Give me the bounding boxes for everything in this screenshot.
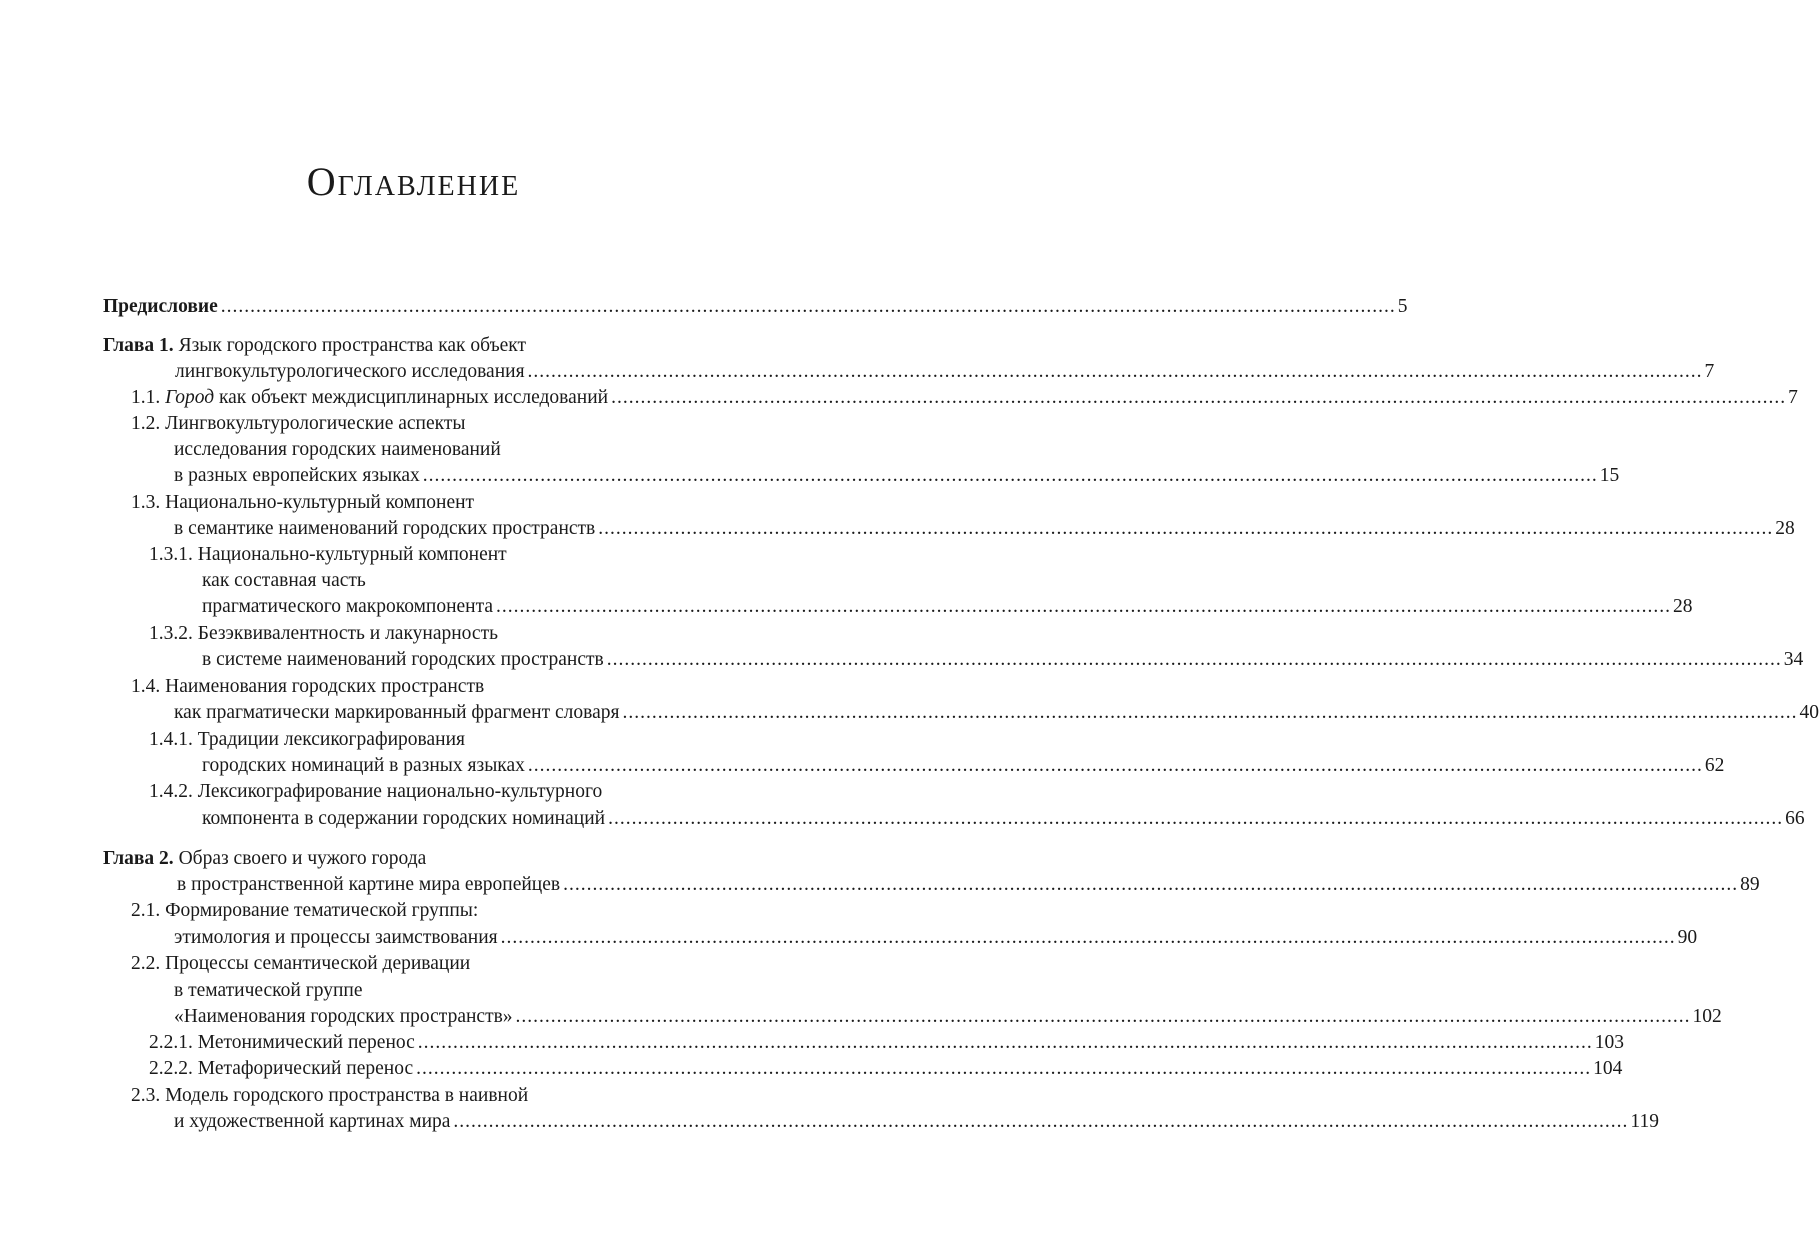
toc-text: как составная часть [202,570,366,591]
leader-dots: ........................................................................................................................................................................................................ [622,702,1798,723]
toc-text: «Наименования городских пространств» [174,1006,513,1027]
toc-text: в тематической группе [174,980,363,1001]
toc-entry-1-3-2[interactable] [149,621,498,647]
page-number: 104 [1593,1058,1623,1079]
page-number: 66 [1785,808,1805,829]
toc-text: исследования городских наименований [174,439,501,460]
leader-dots: ........................................................................................................................................................................................................ [606,649,1782,670]
page-number: 15 [1599,465,1620,486]
toc-text: 2.1. Формирование тематической группы: [131,900,479,921]
leader-dots: ........................................................................................................................................................................................................ [417,1032,1593,1053]
toc-entry-1-4-cont[interactable] [174,700,1819,726]
toc-entry-1-2-cont2[interactable] [174,463,1620,489]
page-number: 119 [1630,1111,1659,1132]
toc-entry-2-3[interactable] [131,1083,528,1109]
page-number: 103 [1594,1032,1625,1053]
toc-text: 2.2.2. Метафорический перенос [149,1058,414,1079]
toc-text: этимология и процессы заимствования [174,927,498,948]
italic-term: Город [165,387,215,408]
toc-entry-1-1[interactable] [131,385,1798,411]
section-number: 1.1. [131,387,161,408]
toc-entry-2-2-1[interactable] [149,1030,1625,1056]
toc-text: 1.3. Национально-культурный компонент [131,492,475,513]
toc-text: 1.3.2. Безэквивалентность и лакунарность [149,623,498,644]
toc-entry-1-4-1-cont[interactable] [202,753,1725,779]
page-number: 28 [1673,596,1693,617]
toc-text: в разных европейских языках [174,465,420,486]
toc-text: как прагматически маркированный фрагмент словаря [174,702,620,723]
leader-dots: ........................................................................................................................................................................................................ [598,518,1774,539]
toc-label: Предисловие [103,296,218,317]
toc-text: 2.2.1. Метонимический перенос [149,1032,415,1053]
toc-entry-2-1-cont[interactable] [174,925,1698,951]
page-number: 28 [1775,518,1795,539]
toc-entry-1-2-cont[interactable] [174,437,501,463]
toc-entry-1-4-2[interactable] [149,779,602,805]
toc-entry-2-2[interactable] [131,951,470,977]
page-number: 5 [1397,296,1408,317]
toc-text: и художественной картинах мира [174,1111,451,1132]
toc-entry-1-3-cont[interactable] [174,516,1795,542]
toc-text: 1.4.1. Традиции лексикографирования [149,729,465,750]
toc-entry-chapter-1[interactable] [103,333,526,359]
toc-text: 1.4.2. Лексикографирование национально-культурного [149,781,603,802]
toc-entry-1-3-1-cont[interactable] [202,568,366,594]
page-number: 7 [1704,361,1715,382]
toc-entry-chapter-2[interactable] [103,846,426,872]
leader-dots: ........................................................................................................................................................................................................ [496,596,1672,617]
toc-entry-2-2-cont2[interactable] [174,1004,1722,1030]
page-number: 62 [1704,755,1725,776]
leader-dots: ........................................................................................................................................................................................................ [220,296,1396,317]
toc-text: лингвокультурологического исследования [175,361,525,382]
toc-text: 1.4. Наименования городских пространств [131,676,485,697]
toc-text: прагматического макрокомпонента [202,596,494,617]
leader-dots: ........................................................................................................................................................................................................ [611,387,1787,408]
toc-text: компонента в содержании городских номинаций [202,808,606,829]
toc-entry-preface[interactable] [103,294,1408,320]
page-number: 102 [1692,1006,1722,1027]
leader-dots: ........................................................................................................................................................................................................ [422,465,1598,486]
toc-text: в пространственной картине мира европейцев [177,874,561,895]
toc-text: 2.2. Процессы семантической деривации [131,953,471,974]
page-number: 7 [1788,387,1798,408]
toc-entry-1-3[interactable] [131,490,474,516]
toc-text: в системе наименований городских пространств [202,649,604,670]
leader-dots: ........................................................................................................................................................................................................ [563,874,1739,895]
chapter-label: Глава 2. [103,848,174,869]
toc-entry-1-4[interactable] [131,674,484,700]
toc-entry-2-2-cont[interactable] [174,978,363,1004]
page-number: 90 [1677,927,1698,948]
toc-entry-chapter-2-cont[interactable] [177,872,1760,898]
toc-entry-1-3-2-cont[interactable] [202,647,1804,673]
page-title: Оглавление [306,159,521,204]
toc-text: как объект междисциплинарных исследований [218,387,609,408]
toc-entry-1-4-1[interactable] [149,727,465,753]
toc-text: Образ своего и чужого города [178,848,427,869]
toc-entry-1-4-2-cont[interactable] [202,806,1805,832]
chapter-label: Глава 1. [103,335,174,356]
leader-dots: ........................................................................................................................................................................................................ [453,1111,1629,1132]
toc-text: Язык городского пространства как объект [178,335,527,356]
page-number: 40 [1799,702,1819,723]
page-number: 34 [1783,649,1804,670]
toc-entry-chapter-1-cont[interactable] [175,359,1715,385]
toc-text: городских номинаций в разных языках [202,755,525,776]
toc-text: в семантике наименований городских пространств [174,518,596,539]
toc-text: 2.3. Модель городского пространства в наивной [131,1085,529,1106]
leader-dots: ........................................................................................................................................................................................................ [500,927,1676,948]
leader-dots: ........................................................................................................................................................................................................ [416,1058,1592,1079]
leader-dots: ........................................................................................................................................................................................................ [527,755,1703,776]
leader-dots: ........................................................................................................................................................................................................ [515,1006,1691,1027]
toc-text: 1.2. Лингвокультурологические аспекты [131,413,466,434]
leader-dots: ........................................................................................................................................................................................................ [527,361,1703,382]
toc-entry-2-2-2[interactable] [149,1056,1623,1082]
toc-entry-1-3-1-cont2[interactable] [202,594,1693,620]
leader-dots: ........................................................................................................................................................................................................ [608,808,1784,829]
page-number: 89 [1740,874,1760,895]
toc-entry-2-3-cont[interactable] [174,1109,1659,1135]
toc-entry-1-3-1[interactable] [149,542,507,568]
toc-text: 1.3.1. Национально-культурный компонент [149,544,507,565]
toc-entry-2-1[interactable] [131,898,478,924]
toc-entry-1-2[interactable] [131,411,465,437]
